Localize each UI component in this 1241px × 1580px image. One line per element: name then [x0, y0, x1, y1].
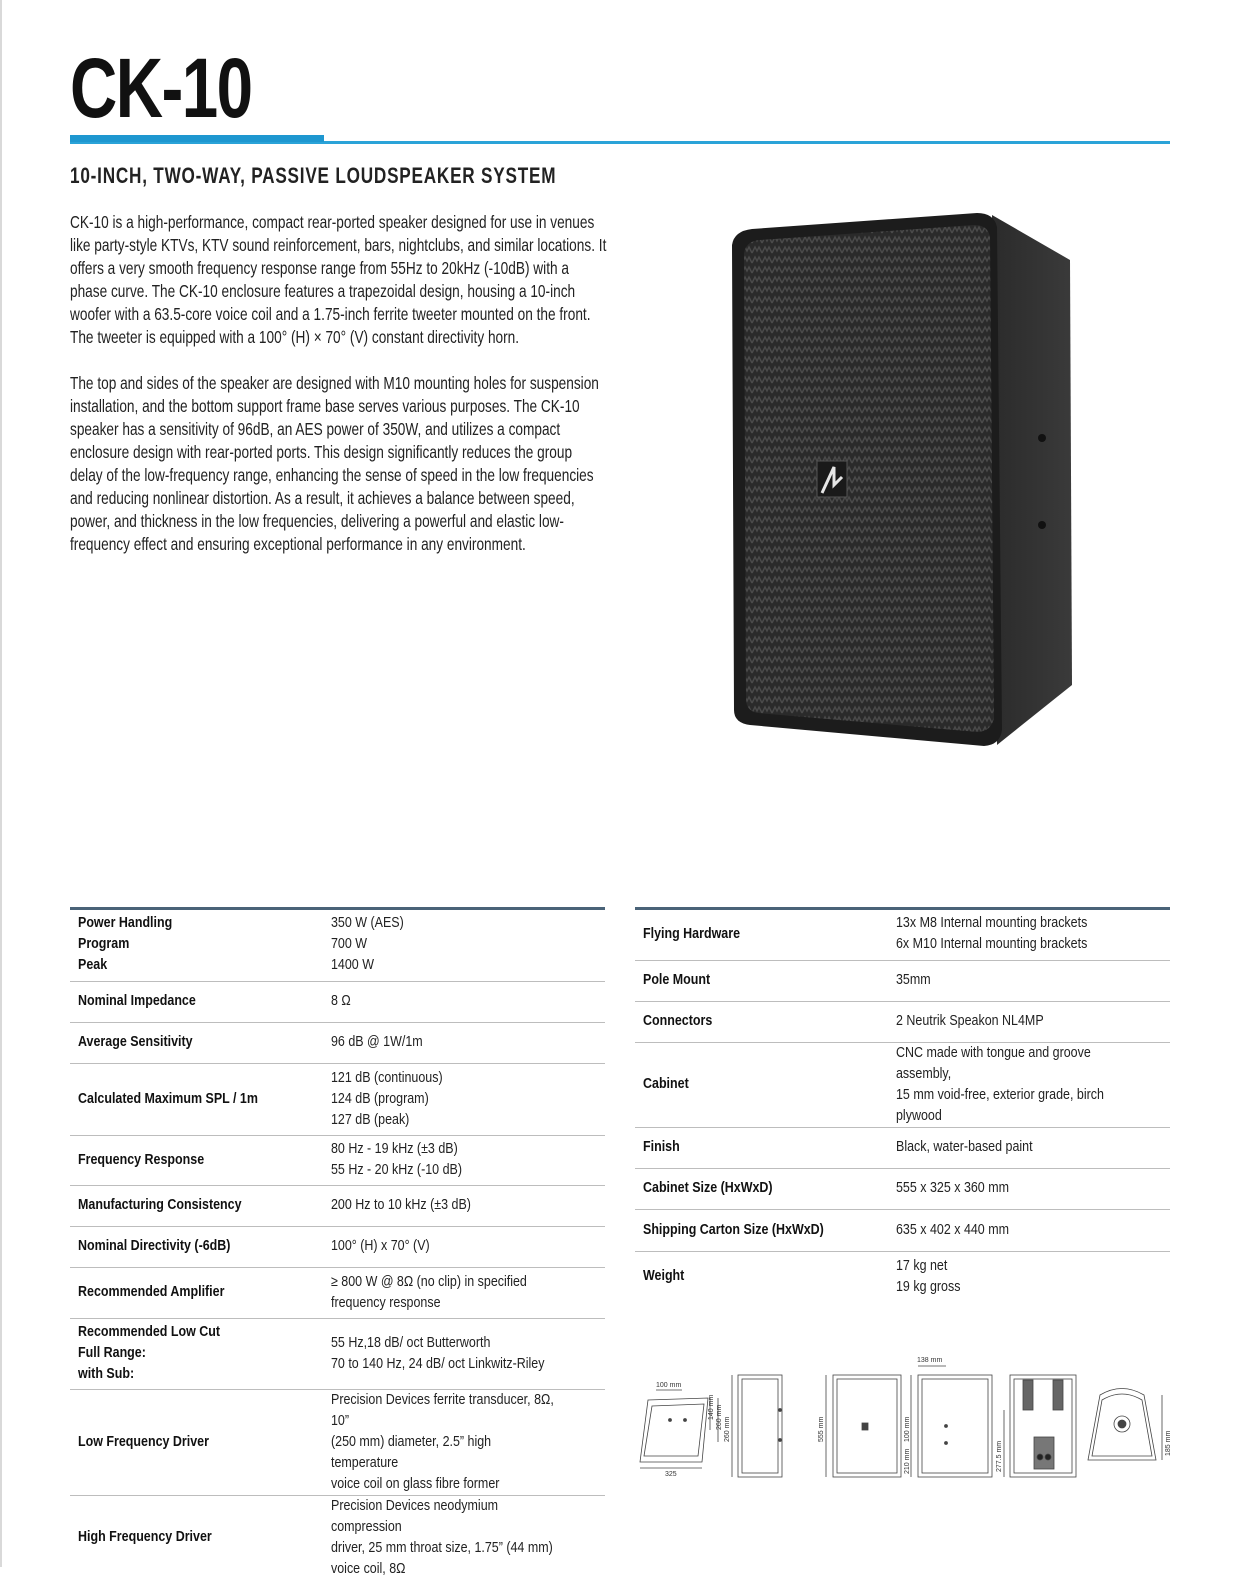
spec-table-left: [70, 909, 605, 1580]
dim-label: 210 mm: [904, 1448, 911, 1474]
top-view-drawing: [640, 1390, 718, 1468]
back-view-drawing: [1004, 1375, 1076, 1477]
page-title: CK-10: [70, 41, 252, 135]
intro-text: [70, 211, 608, 579]
table-row: [635, 1251, 1170, 1302]
spec-value: 80 Hz - 19 kHz (±3 dB) 55 Hz - 20 kHz (-10 dB): [331, 1141, 462, 1178]
dim-label: 277.5 mm: [996, 1440, 1003, 1472]
dimension-drawings: [630, 1350, 1175, 1485]
spec-value: 13x M8 Internal mounting brackets 6x M10 Internal mounting brackets: [896, 915, 1088, 953]
dim-label: 260 mm: [724, 1416, 731, 1442]
dim-label: 260 mm: [716, 1404, 723, 1430]
rear-side-view-drawing: [911, 1366, 992, 1477]
page-subtitle: 10-INCH, TWO-WAY, PASSIVE LOUDSPEAKER SYSTEM: [70, 163, 557, 188]
spec-label: Shipping Carton Size (HxWxD): [643, 1221, 824, 1238]
table-row: [70, 909, 605, 981]
spec-label: Frequency Response: [78, 1151, 205, 1168]
speaker-product-image: [722, 205, 1112, 755]
spec-value: 55 Hz,18 dB/ oct Butterworth 70 to 140 Hz, 24 dB/ oct Linkwitz-Riley: [331, 1334, 545, 1372]
spec-value: 121 dB (continuous) 124 dB (program) 127 dB (peak): [331, 1069, 443, 1128]
base-view-drawing: [1088, 1389, 1162, 1461]
speaker-side-panel: [992, 215, 1072, 745]
mounting-hole: [1038, 434, 1046, 442]
table-row: [635, 1209, 1170, 1251]
intro-paragraph-2: The top and sides of the speaker are designed with M10 mounting holes for suspension installation, and the bottom support frame base serves various purposes. The CK-10 speaker has a sensitivity of 96dB, an AES power of 350W, and utilizes a compact enclosure design with rear-ported ports. This design significantly reduces the group delay of the low-frequency range, enhancing the sense of speed in the low frequencies and reducing nonlinear distortion. As a result, it achieves a balance between speed, power, and thickness in the low frequencies, delivering a powerful and elastic low-frequency effect and ensuring exceptional performance in any environment.: [70, 373, 599, 554]
table-row: [635, 1042, 1170, 1127]
front-view-drawing: [826, 1375, 901, 1477]
dim-label: 140 mm: [708, 1394, 715, 1420]
dim-label: 185 mm: [1165, 1430, 1172, 1456]
dim-label: 138 mm: [917, 1357, 943, 1364]
spec-label: Nominal Impedance: [78, 993, 196, 1009]
dim-label: 325: [665, 1471, 677, 1478]
spec-value: 635 x 402 x 440 mm: [896, 1221, 1009, 1238]
spec-label: Pole Mount: [643, 972, 711, 988]
spec-table-right: [635, 909, 1170, 1302]
table-row: [635, 909, 1170, 960]
spec-value: Precision Devices neodymium compression driver, 25 mm throat size, 1.75” (44 mm) voice coil, 8Ω: [331, 1497, 553, 1577]
intro-paragraph-1: CK-10 is a high-performance, compact rear-ported speaker designed for use in venues like party-style KTVs, KTV sound reinforcement, bars, nightclubs, and similar locations. It offers a very smooth frequency response range from 55Hz to 20kHz (-10dB) with a phase curve. The CK-10 enclosure features a trapezoidal design, housing a 10-inch woofer with a 63.5-core voice coil and a 1.75-inch ferrite tweeter mounted on the front. The tweeter is equipped with a 100° (H) × 70° (V) constant directivity horn.: [70, 212, 607, 347]
table-row: [70, 1022, 605, 1063]
spec-value: 35mm: [896, 972, 931, 988]
table-row: [70, 1185, 605, 1226]
dim-label: 555 mm: [818, 1416, 825, 1442]
side-view-drawing: [732, 1375, 782, 1477]
spec-label: Power Handling Program Peak: [78, 915, 173, 974]
spec-value: 17 kg net 19 kg gross: [896, 1257, 961, 1295]
spec-label: Low Frequency Driver: [78, 1433, 209, 1450]
table-row: [635, 1168, 1170, 1209]
spec-value: 8 Ω: [331, 993, 351, 1009]
spec-value: 555 x 325 x 360 mm: [896, 1180, 1009, 1196]
table-row: [635, 960, 1170, 1001]
spec-label: Nominal Directivity (-6dB): [78, 1238, 231, 1254]
spec-value: Black, water-based paint: [896, 1139, 1033, 1155]
spec-value: ≥ 800 W @ 8Ω (no clip) in specified frequency response: [331, 1273, 527, 1311]
spec-label: Recommended Low Cut Full Range: with Sub:: [78, 1324, 221, 1382]
table-row: [70, 1063, 605, 1135]
mounting-hole: [1038, 521, 1046, 529]
spec-value: 96 dB @ 1W/1m: [331, 1034, 423, 1050]
page-edge: [0, 0, 2, 1567]
dim-label: 100 mm: [656, 1382, 682, 1389]
spec-label: Cabinet: [643, 1076, 689, 1092]
spec-label: Average Sensitivity: [78, 1034, 193, 1050]
table-row: [70, 1318, 605, 1389]
spec-label: Recommended Amplifier: [78, 1284, 225, 1300]
spec-value: 100° (H) x 70° (V): [331, 1238, 430, 1254]
table-row: [70, 1135, 605, 1185]
table-row: [70, 981, 605, 1022]
table-row: [635, 1127, 1170, 1168]
spec-label: Finish: [643, 1139, 680, 1155]
title-accent-bar: [70, 135, 324, 142]
spec-label: Connectors: [643, 1013, 713, 1029]
spec-label: High Frequency Driver: [78, 1529, 212, 1545]
dim-label: 100 mm: [904, 1416, 911, 1442]
spec-value: Precision Devices ferrite transducer, 8Ω, 10” (250 mm) diameter, 2.5” high temperature voice coil on glass fibre former: [331, 1391, 554, 1492]
table-row: [70, 1267, 605, 1318]
spec-value: 200 Hz to 10 kHz (±3 dB): [331, 1197, 471, 1213]
speaker-grille: [744, 225, 994, 732]
spec-label: Manufacturing Consistency: [78, 1197, 242, 1213]
table-row: [70, 1389, 605, 1495]
spec-label: Weight: [643, 1268, 685, 1285]
spec-value: 2 Neutrik Speakon NL4MP: [896, 1013, 1044, 1029]
spec-value: 350 W (AES) 700 W 1400 W: [331, 915, 404, 974]
spec-value: CNC made with tongue and groove assembly, 15 mm void-free, exterior grade, birch plywood: [896, 1044, 1104, 1124]
spec-label: Cabinet Size (HxWxD): [643, 1180, 773, 1196]
table-row: [635, 1001, 1170, 1042]
table-row: [70, 1226, 605, 1267]
spec-label: Calculated Maximum SPL / 1m: [78, 1090, 258, 1107]
spec-label: Flying Hardware: [643, 925, 741, 942]
